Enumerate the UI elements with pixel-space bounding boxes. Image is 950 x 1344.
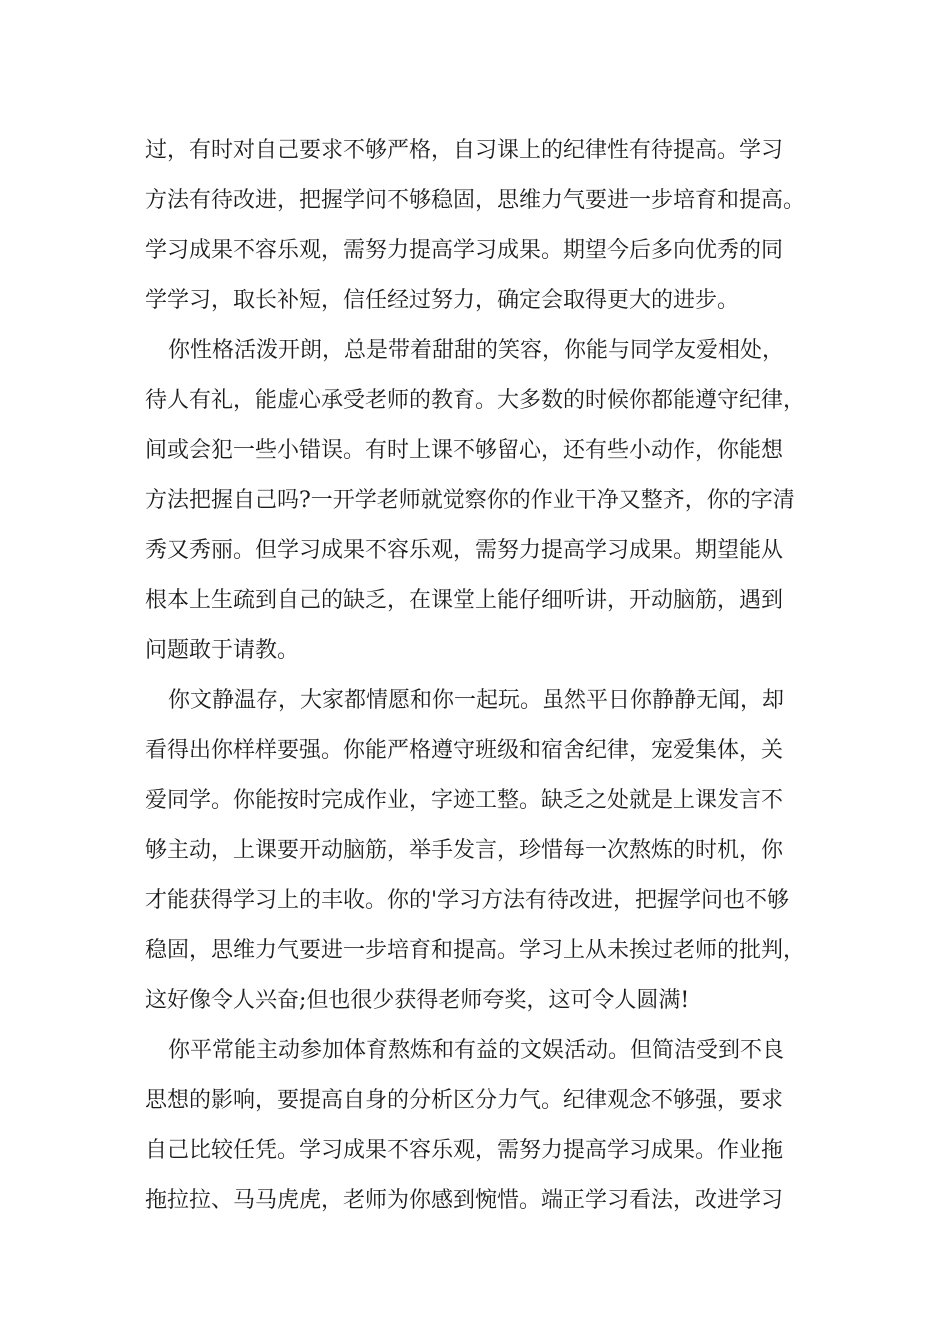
text-line: 够主动，上课要开动脑筋，举手发言，珍惜每一次熬炼的时机，你 <box>145 838 784 863</box>
text-line: 稳固，思维力气要进一步培育和提高。学习上从未挨过老师的批判， <box>145 938 806 963</box>
text-line: 秀又秀丽。但学习成果不容乐观，需努力提高学习成果。期望能从 <box>145 538 784 563</box>
text-line: 看得出你样样要强。你能严格遵守班级和宿舍纪律，宠爱集体，关 <box>145 738 784 763</box>
text-line: 问题敢于请教。 <box>145 638 300 663</box>
text-line: 学习成果不容乐观，需努力提高学习成果。期望今后多向优秀的同 <box>145 238 784 263</box>
text-line: 这好像令人兴奋;但也很少获得老师夸奖，这可令人圆满! <box>145 988 690 1013</box>
text-line: 根本上生疏到自己的缺乏，在课堂上能仔细听讲，开动脑筋，遇到 <box>145 588 784 613</box>
text-line: 过，有时对自己要求不够严格，自习课上的纪律性有待提高。学习 <box>145 138 784 163</box>
text-line: 自己比较任凭。学习成果不容乐观，需努力提高学习成果。作业拖 <box>145 1138 784 1163</box>
text-line: 学学习，取长补短，信任经过努力，确定会取得更大的进步。 <box>145 288 740 313</box>
paragraph-first-line: 你文静温存，大家都情愿和你一起玩。虽然平日你静静无闻，却 <box>168 688 785 713</box>
text-line: 间或会犯一些小错误。有时上课不够留心，还有些小动作，你能想 <box>145 438 784 463</box>
paragraph-first-line: 你平常能主动参加体育熬炼和有益的文娱活动。但简洁受到不良 <box>168 1038 785 1063</box>
paragraph-first-line: 你性格活泼开朗，总是带着甜甜的笑容，你能与同学友爱相处， <box>168 338 785 363</box>
text-line: 才能获得学习上的丰收。你的'学习方法有待改进，把握学问也不够 <box>145 888 790 913</box>
text-line: 方法有待改进，把握学问不够稳固，思维力气要进一步培育和提高。 <box>145 188 806 213</box>
text-line: 待人有礼，能虚心承受老师的教育。大多数的时候你都能遵守纪律， <box>145 388 806 413</box>
text-line: 拖拉拉、马马虎虎，老师为你感到惋惜。端正学习看法，改进学习 <box>145 1188 784 1213</box>
text-line: 爱同学。你能按时完成作业，字迹工整。缺乏之处就是上课发言不 <box>145 788 784 813</box>
text-line: 思想的影响，要提高自身的分析区分力气。纪律观念不够强，要求 <box>145 1088 784 1113</box>
text-line: 方法把握自己吗?一开学老师就觉察你的作业干净又整齐，你的字清 <box>145 488 795 513</box>
